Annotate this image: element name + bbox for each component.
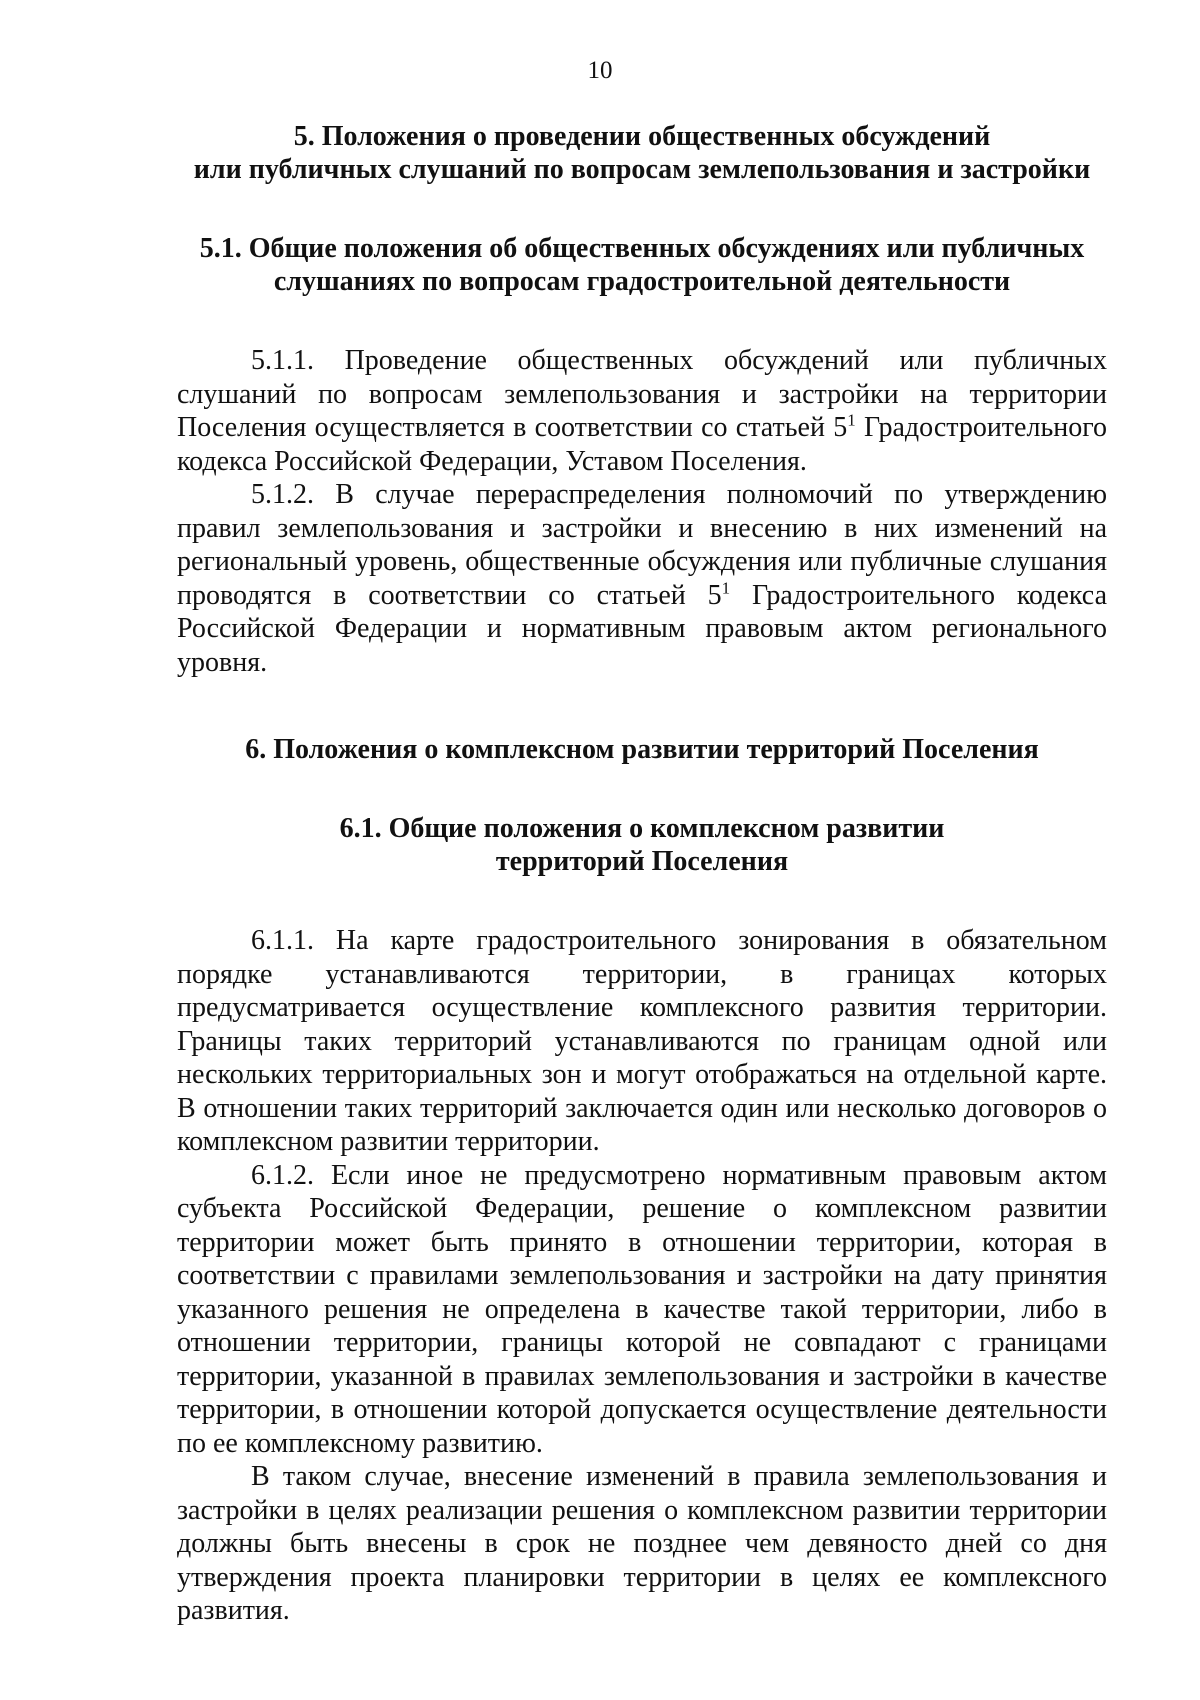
paragraph-5-1-2-text: 5.1.2. В случае перераспределения полномочий по утверждению правил землепользования и застройки и внесению в них изменений на региональный уровень, общественные обсуждения или публичные слушания проводятся в соответствии со статьей 5 bbox=[177, 479, 1107, 611]
section-5-heading bbox=[177, 120, 1107, 186]
paragraph-5-1-1-text-end: Градостроительного кодекса Российской Федерации, Уставом Поселения. bbox=[177, 412, 1107, 477]
paragraph-6-1-2-continuation: В таком случае, внесение изменений в правила землепользования и застройки в целях реализации решения о комплексном развитии территории должны быть внесены в срок не позднее чем девяносто дней со дня утверждения проекта планировки территории в целях ее комплексного развития. bbox=[177, 1461, 1107, 1626]
superscript-1: 1 bbox=[721, 578, 731, 598]
paragraph-6-1-2: 6.1.2. Если иное не предусмотрено нормативным правовым актом субъекта Российской Федерации, решение о комплексном развитии территории может быть принято в отношении территории, которая в соответствии с правилами землепользования и застройки на дату принятия указанного решения не определена в качестве такой территории, либо в отношении территории, границы которой не совпадают с границами территории, указанной в правилах землепользования и застройки в качестве территории, в отношении которой допускается осуществление деятельности по ее комплексному развитию. bbox=[177, 1159, 1107, 1459]
paragraph-5-1-1-text: 5.1.1. Проведение общественных обсуждений или публичных слушаний по вопросам землепользования и застройки на территории Поселения осуществляется в соответствии со статьей 5 bbox=[177, 345, 1107, 443]
section-5-heading-line-2: или публичных слушаний по вопросам землепользования и застройки bbox=[193, 154, 1091, 185]
section-6-heading: 6. Положения о комплексном развитии территорий Поселения bbox=[245, 734, 1039, 765]
paragraph-5-1-2 bbox=[177, 478, 1107, 679]
superscript-1: 1 bbox=[847, 410, 856, 430]
section-5-1-heading-line-2: слушаниях по вопросам градостроительной деятельности bbox=[273, 266, 1011, 297]
document-body bbox=[177, 120, 1107, 1628]
section-6-1-heading-line-2: территорий Поселения bbox=[495, 846, 789, 877]
section-6-1-heading bbox=[177, 812, 1107, 878]
section-5-heading-line-1: 5. Положения о проведении общественных обсуждений bbox=[293, 121, 991, 152]
section-6-1-heading-line-1: 6.1. Общие положения о комплексном развитии bbox=[339, 813, 945, 844]
paragraph-6-1-1: 6.1.1. На карте градостроительного зонирования в обязательном порядке устанавливаются территории, в границах которых предусматривается осуществление комплексного развития территории. Границы таких территорий устанавливаются по границам одной или нескольких территориальных зон и могут отображаться на отдельной карте. В отношении таких территорий заключается один или несколько договоров о комплексном развитии территории. bbox=[177, 925, 1107, 1157]
paragraph-5-1-1 bbox=[177, 344, 1107, 478]
section-5-1-heading-line-1: 5.1. Общие положения об общественных обсуждениях или публичных bbox=[199, 233, 1085, 264]
paragraph-5-1-2-text-end: Градостроительного кодекса Российской Федерации и нормативным правовым актом регионального уровня. bbox=[177, 579, 1108, 678]
section-5-1-heading bbox=[177, 232, 1107, 298]
page-number: 10 bbox=[587, 57, 613, 84]
